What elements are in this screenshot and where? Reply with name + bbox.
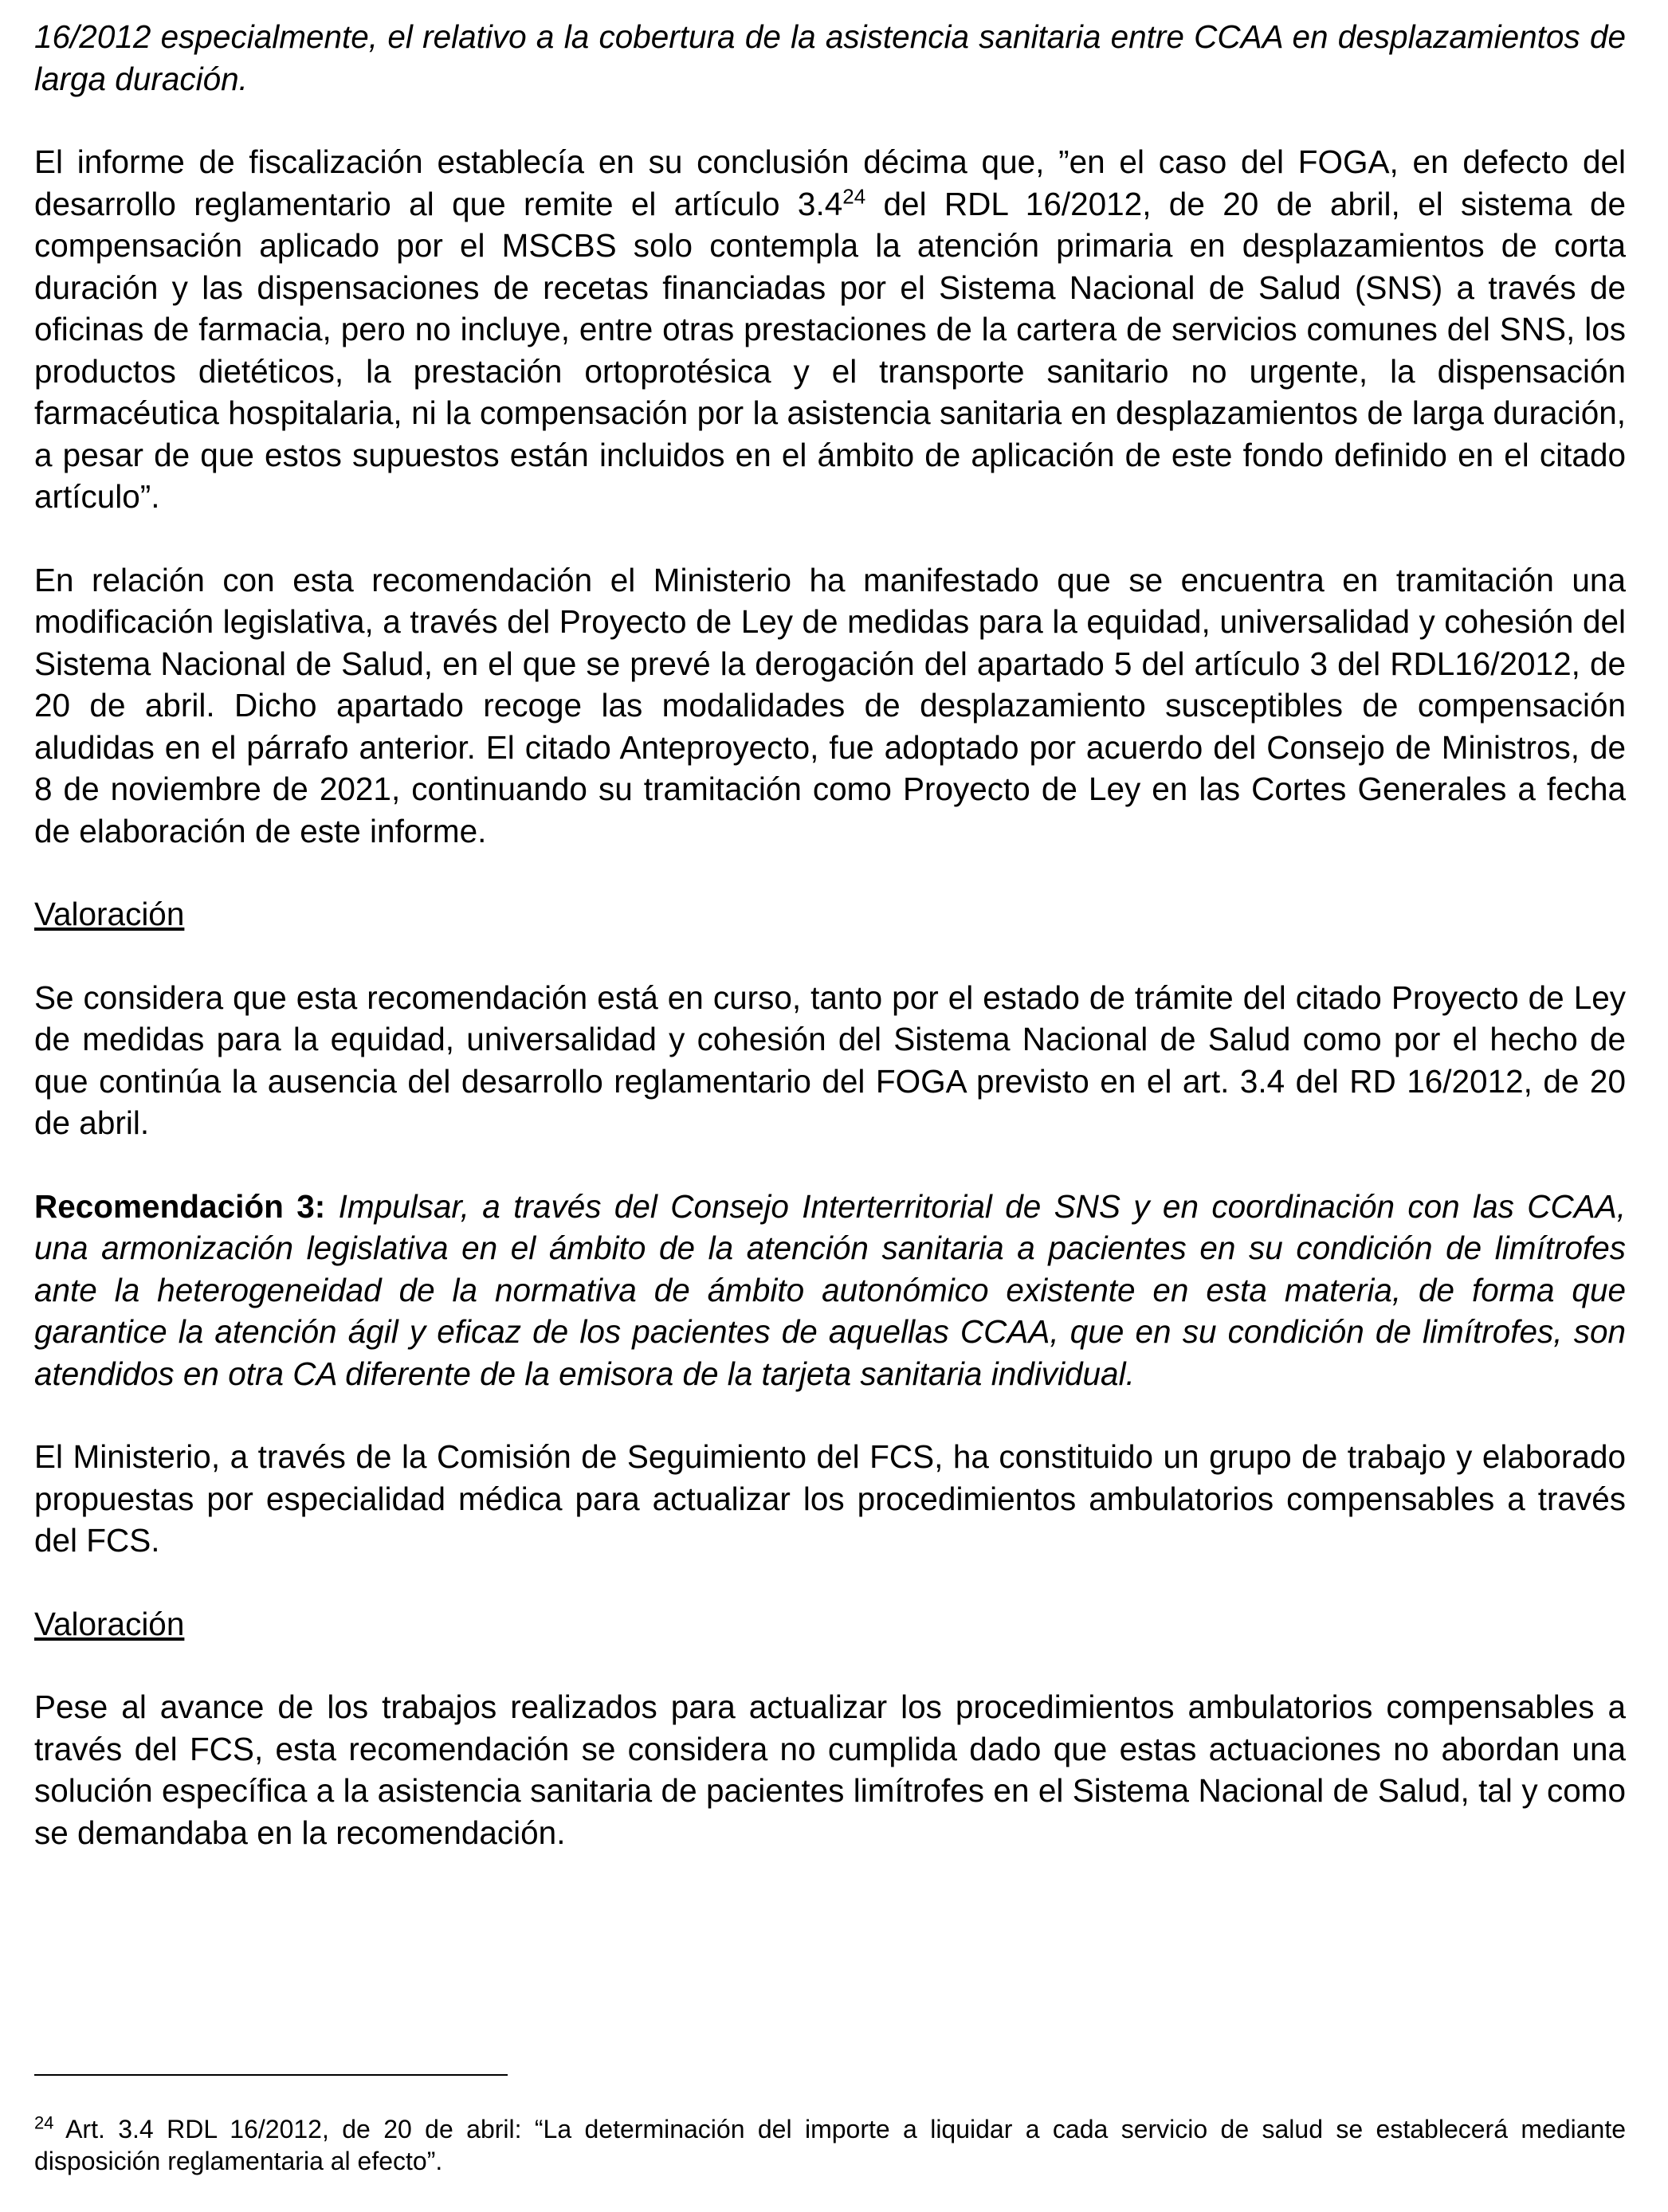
section-heading-valoracion-2 — [34, 1603, 1626, 1645]
paragraph-text: Pese al avance de los trabajos realizados para actualizar los procedimientos ambulatorios compensables a través del FCS, esta recomendación se considera no cumplida dado que estas actuaciones no abordan una solución específica a la asistencia sanitaria de pacientes limítrofes en el Sistema Nacional de Salud, tal y como se demandaba en la recomendación. — [34, 1688, 1626, 1851]
recommendation-label: Recomendación 3: — [34, 1187, 326, 1225]
paragraph-valoracion-1 — [34, 977, 1626, 1144]
paragraph-ministry-fcs — [34, 1436, 1626, 1562]
paragraph-text: El Ministerio, a través de la Comisión de Seguimiento del FCS, ha constituido un grupo de trabajo y elaborado propuestas por especialidad médica para actualizar los procedimientos ambulatorios compensables a través del FCS. — [34, 1438, 1626, 1559]
paragraph-text: del RDL 16/2012, de 20 de abril, el sistema de compensación aplicado por el MSCBS solo contempla la atención primaria en desplazamientos de corta duración y las dispensaciones de recetas financiadas por el Sistema Nacional de Salud (SNS) a través de oficinas de farmacia, pero no incluye, entre otras prestaciones de la cartera de servicios comunes del SNS, los productos dietéticos, la prestación ortoprotésica y el transporte sanitario no urgente, la dispensación farmacéutica hospitalaria, ni la compensación por la asistencia sanitaria en desplazamientos de larga duración, a pesar de que estos supuestos están incluidos en el ámbito de aplicación de este fondo definido en el citado artículo”. — [34, 185, 1626, 515]
paragraph-ministry-response — [34, 559, 1626, 853]
footnote-text: Art. 3.4 RDL 16/2012, de 20 de abril: “La determinación del importe a liquidar a cada servicio de salud se establecerá mediante disposición reglamentaria al efecto”. — [34, 2115, 1626, 2175]
heading-text: Valoración — [34, 896, 185, 932]
paragraph-recommendation-3 — [34, 1186, 1626, 1395]
footnote-reference[interactable]: 24 — [842, 184, 866, 208]
footnote — [34, 2113, 1626, 2177]
footnote-number: 24 — [34, 2112, 54, 2133]
paragraph-text: 16/2012 especialmente, el relativo a la cobertura de la asistencia sanitaria entre CCAA en desplazamientos de larga duración. — [34, 18, 1626, 97]
footnote-separator — [34, 2074, 508, 2076]
recommendation-text: Impulsar, a través del Consejo Interterritorial de SNS y en coordinación con las CCAA, una armonización legislativa en el ámbito de la atención sanitaria a pacientes en su condición de limítrofes ante la heterogeneidad de la normativa de ámbito autonómico existente en esta materia, de forma que garantice la atención ágil y eficaz de los pacientes de aquellas CCAA, que en su condición de limítrofes, son atendidos en otra CA diferente de la emisora de la tarjeta sanitaria individual. — [34, 1187, 1626, 1392]
document-body — [34, 16, 1626, 1895]
section-heading-valoracion — [34, 893, 1626, 935]
paragraph-foga-conclusion — [34, 141, 1626, 518]
paragraph-text: Se considera que esta recomendación está en curso, tanto por el estado de trámite del citado Proyecto de Ley de medidas para la equidad, universalidad y cohesión del Sistema Nacional de Salud como por el hecho de que continúa la ausencia del desarrollo reglamentario del FOGA previsto en el art. 3.4 del RD 16/2012, de 20 de abril. — [34, 979, 1626, 1141]
heading-text: Valoración — [34, 1605, 185, 1642]
paragraph-text: El informe de fiscalización establecía en su conclusión décima que, ”en el caso del FOGA, en defecto del desarrollo reglamentario al que remite el artículo 3.4 — [34, 143, 1626, 222]
paragraph-valoracion-2 — [34, 1686, 1626, 1853]
paragraph-continuation — [34, 16, 1626, 100]
paragraph-text: En relación con esta recomendación el Ministerio ha manifestado que se encuentra en tramitación una modificación legislativa, a través del Proyecto de Ley de medidas para la equidad, universalidad y cohesión del Sistema Nacional de Salud, en el que se prevé la derogación del apartado 5 del artículo 3 del RDL16/2012, de 20 de abril. Dicho apartado recoge las modalidades de desplazamiento susceptibles de compensación aludidas en el párrafo anterior. El citado Anteproyecto, fue adoptado por acuerdo del Consejo de Ministros, de 8 de noviembre de 2021, continuando su tramitación como Proyecto de Ley en las Cortes Generales a fecha de elaboración de este informe. — [34, 561, 1626, 849]
